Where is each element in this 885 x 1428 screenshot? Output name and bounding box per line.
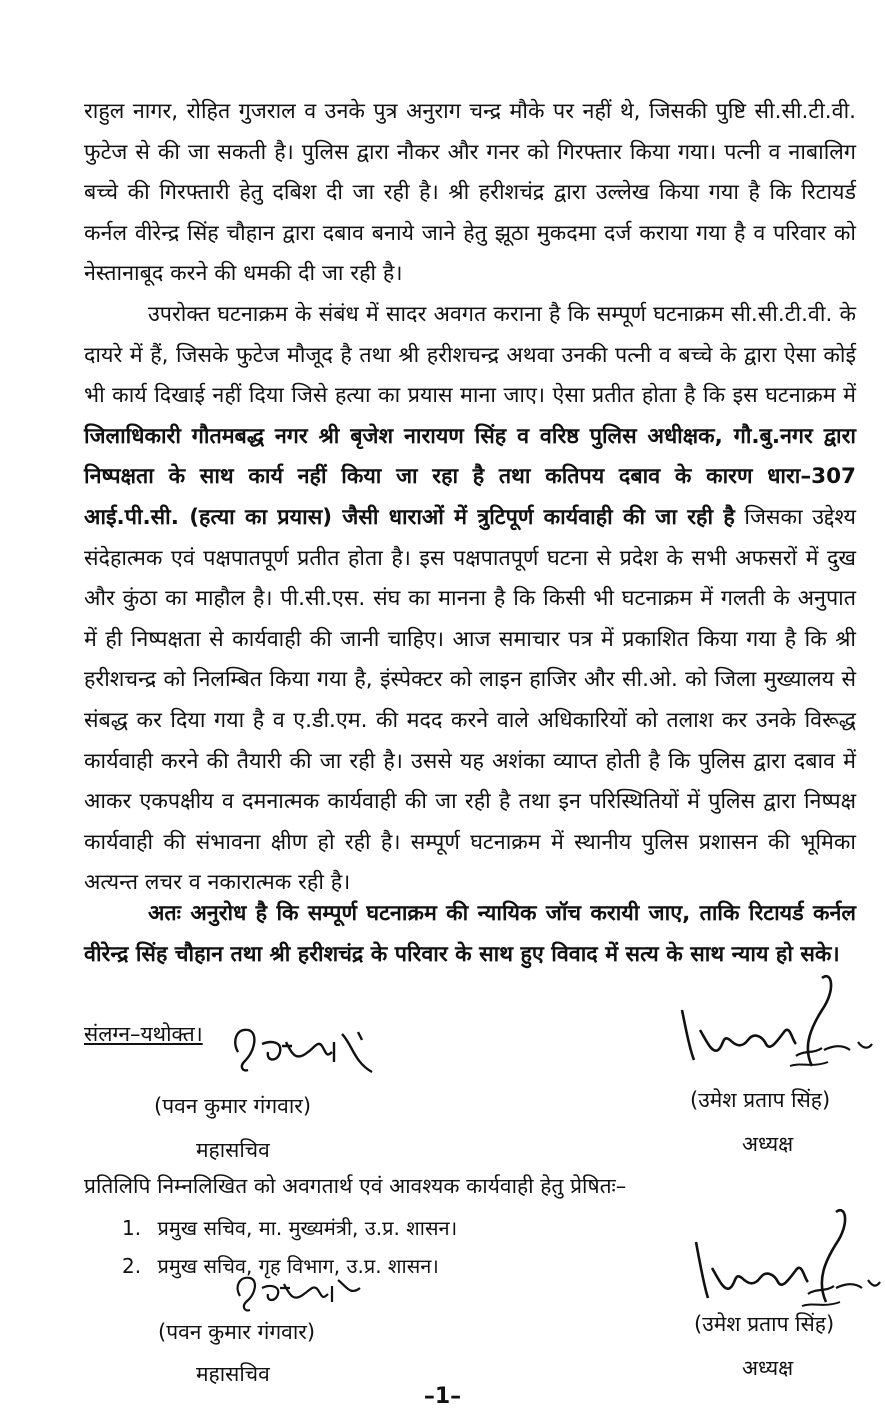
copy-item-text: प्रमुख सचिव, मा. मुख्यमंत्री, उ.प्र. शासन। bbox=[157, 1216, 458, 1240]
signatory-right-title: अध्यक्ष bbox=[742, 1132, 794, 1156]
copy-intro: प्रतिलिपि निम्नलिखित को अवगतार्थ एवं आवश्यक कार्यवाही हेतु प्रेषितः– bbox=[84, 1174, 627, 1198]
paragraph-1 bbox=[84, 92, 856, 295]
signatory-left-name: (पवन कुमार गंगवार) bbox=[154, 1094, 312, 1118]
signature-left-1 bbox=[222, 1022, 382, 1084]
signatory-right-2-name: (उमेश प्रताप सिंह) bbox=[694, 1312, 835, 1336]
paragraph-3-text: अतः अनुरोध है कि सम्पूर्ण घटनाक्रम की न्यायिक जॉच करायी जाए, ताकि रिटायर्ड कर्नल वीरेन्द्र सिंह चौहान तथा श्री हरीशचंद्र के परिवार के साथ हुए विवाद में सत्य के साथ न्याय हो सके। bbox=[84, 901, 856, 967]
paragraph-2-text-a: उपरोक्त घटनाक्रम के संबंध में सादर अवगत कराना है कि सम्पूर्ण घटनाक्रम सी.सी.टी.वी. के दायरे में हैं, जिसके फुटेज मौजूद है तथा श्री हरीशचन्द्र अथवा उनकी पत्नी व बच्चे के द्वारा ऐसा कोई भी कार्य दिखाई नहीं दिया जिसे हत्या का प्रयास माना जाए। ऐसा प्रतीत होता है कि इस घटनाक्रम में bbox=[84, 302, 856, 409]
enclosure-note: संलग्न–यथोक्त। bbox=[84, 1022, 203, 1046]
copy-item-text: प्रमुख सचिव, गृह विभाग, उ.प्र. शासन। bbox=[157, 1254, 439, 1278]
signature-left-2 bbox=[228, 1272, 368, 1318]
paragraph-1-text: राहुल नागर, रोहित गुजराल व उनके पुत्र अनुराग चन्द्र मौके पर नहीं थे, जिसकी पुष्टि सी.सी.टी.वी. फुटेज से की जा सकती है। पुलिस द्वारा नौकर और गनर को गिरफ्तार किया गया। पत्नी व नाबालिग बच्चे की गिरफ्तारी हेतु दबिश दी जा रही है। श्री हरीशचंद्र द्वारा उल्लेख किया गया है कि रिटायर्ड कर्नल वीरेन्द्र सिंह चौहान द्वारा दबाव बनाये जाने हेतु झूठा मुकदमा दर्ज कराया गया है व परिवार को नेस्तानाबूद करने की धमकी दी जा रही है। bbox=[84, 99, 856, 287]
copy-item-number: 1. bbox=[122, 1216, 142, 1240]
paragraph-2-text-b: जिसका उद्देश्य संदेहात्मक एवं पक्षपातपूर्ण प्रतीत होता है। इस पक्षपातपूर्ण घटना से प्रदेश के सभी अफसरों में दुख और कुंठा का माहौल है। पी.सी.एस. संघ का मानना है कि किसी भी घटनाक्रम में गलती के अनुपात में ही निष्पक्षता से कार्यवाही की जानी चाहिए। आज समाचार पत्र में प्रकाशित किया गया है कि श्री हरीशचन्द्र को निलम्बित किया गया है, इंस्पेक्टर को लाइन हाजिर और सी.ओ. को जिला मुख्यालय से संबद्ध कर दिया गया है व ए.डी.एम. की मदद करने वाले अधिकारियों को तलाश कर उनके विरूद्ध कार्यवाही करने की तैयारी की जा रही है। उससे यह अशंका व्याप्त होती है कि पुलिस द्वारा दबाव में आकर एकपक्षीय व दमनात्मक कार्यवाही की जा रही है तथा इन परिस्थितियों में पुलिस द्वारा निष्पक्ष कार्यवाही की संभावना क्षीण हो रही है। सम्पूर्ण घटनाक्रम में स्थानीय पुलिस प्रशासन की भूमिका अत्यन्त लचर व नकारात्मक रही है। bbox=[84, 504, 856, 896]
copy-item-number: 2. bbox=[122, 1254, 142, 1278]
signature-right-2 bbox=[680, 1206, 885, 1326]
signatory-left-2-name: (पवन कुमार गंगवार) bbox=[158, 1320, 316, 1344]
copy-item-1 bbox=[122, 1214, 457, 1242]
signatory-left-2-title: महासचिव bbox=[196, 1362, 270, 1386]
signatory-right-name: (उमेश प्रताप सिंह) bbox=[690, 1088, 831, 1112]
page-number: –1– bbox=[423, 1384, 462, 1409]
signature-right-1 bbox=[672, 970, 882, 1090]
paragraph-3 bbox=[84, 894, 856, 975]
paragraph-2 bbox=[84, 295, 856, 904]
signatory-left-title: महासचिव bbox=[196, 1138, 270, 1162]
paragraph-2-bold: जिलाधिकारी गौतमबद्ध नगर श्री बृजेश नारायण सिंह व वरिष्ठ पुलिस अधीक्षक, गौ.बु.नगर द्वारा निष्पक्षता के साथ कार्य नहीं किया जा रहा है तथा कतिपय दबाव के कारण धारा–307 आई.पी.सी. (हत्या का प्रयास) जैसी धाराओं में त्रुटिपूर्ण कार्यवाही की जा रही है bbox=[84, 423, 856, 530]
signatory-right-2-title: अध्यक्ष bbox=[742, 1356, 794, 1380]
